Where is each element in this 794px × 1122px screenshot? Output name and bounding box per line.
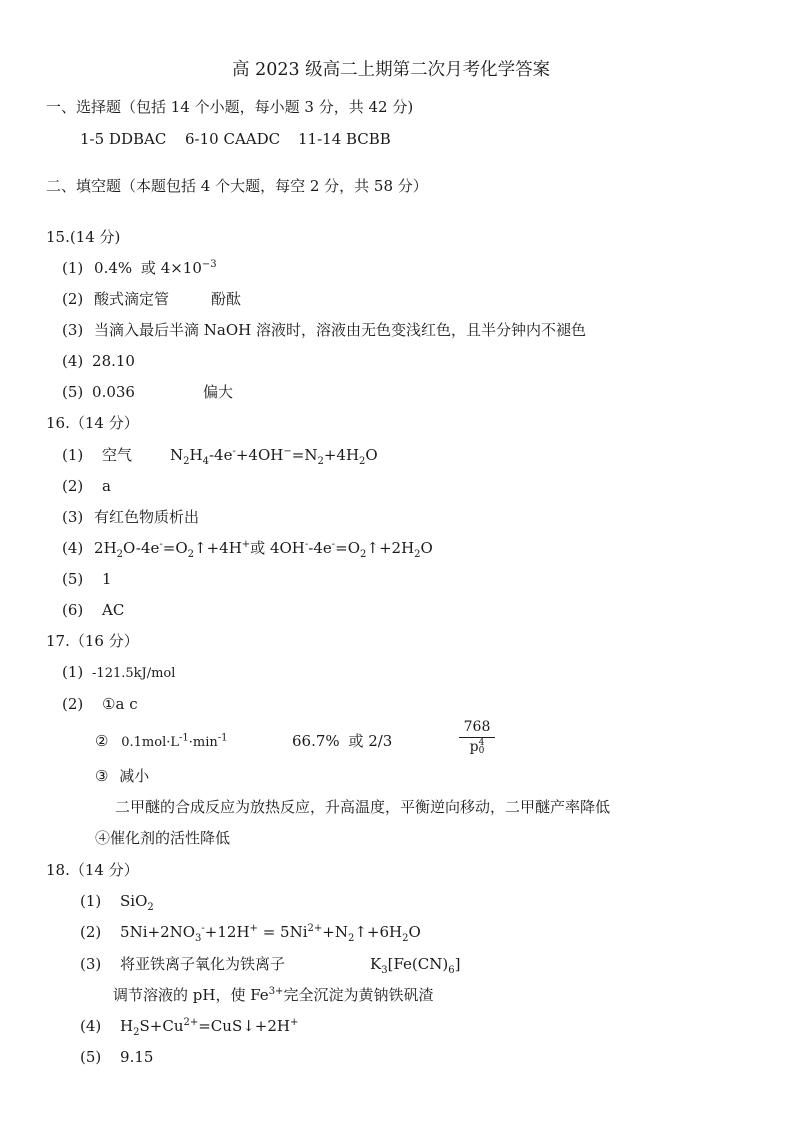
answer-value: 28.10: [92, 352, 135, 370]
part-label: (3): [80, 955, 102, 973]
kp-fraction: [459, 719, 495, 755]
q18-part5: [80, 1047, 153, 1067]
part-label: (1): [62, 259, 84, 277]
answer-value: 1: [102, 570, 112, 588]
q16-heading: 16.（14 分）: [46, 414, 139, 432]
part-label: (2): [62, 477, 84, 495]
sub-label: ①: [102, 695, 116, 713]
answer-value: a: [102, 477, 111, 495]
part-label: (4): [62, 539, 84, 557]
q17-reason: 二甲醚的合成反应为放热反应，升高温度，平衡逆向移动，二甲醚产率降低: [115, 798, 611, 816]
q18-part3-purpose: 调节溶液的 pH，使 $Fe^{3+}$完全沉淀为黄钠铁矾渣: [113, 986, 434, 1004]
q16-part3: [62, 507, 199, 527]
answer-alt: 或 2/3: [348, 732, 393, 750]
part-label: (5): [62, 570, 84, 588]
part-label: (2): [80, 923, 102, 941]
part-label: (1): [80, 892, 102, 910]
page-title: 高 2023 级高二上期第二次月考化学答案: [232, 60, 551, 80]
q15-part2-indicator: 酚酞: [211, 290, 242, 308]
answer-value: 66.7%: [292, 732, 340, 750]
q17-part1: [62, 662, 175, 684]
fraction-denominator: p 4 0: [469, 738, 485, 756]
answer-value: 有红色物质析出: [94, 508, 200, 526]
part-label: (6): [62, 601, 84, 619]
answer-6-10: 6-10 CAADC: [185, 130, 281, 148]
answer-value: SiO$_2$: [120, 892, 154, 913]
q15-part3: [62, 320, 586, 340]
sub-label: ③: [95, 767, 109, 785]
answer-value: 0.036: [92, 383, 135, 401]
answer-value: 空气: [102, 446, 133, 464]
q17-part2-sub4: ④催化剂的活性降低: [95, 829, 231, 847]
sub-label: ②: [95, 732, 109, 750]
part-label: (2): [62, 695, 84, 713]
answer-value: AC: [102, 601, 125, 619]
fraction-numerator: 768: [463, 719, 491, 735]
answer-value: 0.4%: [94, 259, 133, 277]
q16-part1-equation: $N_2H_4-4e^-+4OH^-=N_2+4H_2O$: [170, 446, 378, 467]
q17-part2-sub3: [95, 766, 149, 786]
part-label: (1): [62, 446, 84, 464]
part-label: (1): [62, 663, 84, 681]
exponent: −3: [201, 259, 217, 270]
q18-part4: [80, 1016, 298, 1036]
part-label: (3): [62, 508, 84, 526]
q16-part1: [62, 445, 132, 465]
q15-part4: [62, 351, 135, 371]
answer-equation: $H_2S+Cu^{2+}=CuS↓+2H^+$: [120, 1017, 299, 1038]
answer-value: 酸式滴定管: [94, 290, 170, 308]
answer-1-5: 1-5 DDBAC: [80, 130, 167, 148]
q18-part3-reagent: $K_3[Fe(CN)_6]$: [370, 955, 461, 976]
part-label: (4): [80, 1017, 102, 1035]
q15-part1: [62, 258, 217, 278]
q17-part2: [62, 694, 138, 714]
part-label: (5): [80, 1048, 102, 1066]
answer-alt: 或 4×10: [140, 259, 202, 277]
fraction-bar: [459, 737, 495, 738]
answer-value: 减小: [119, 767, 150, 785]
part-label: (5): [62, 383, 84, 401]
q18-part3: [80, 954, 285, 974]
answer-value: 当滴入最后半滴 NaOH 溶液时，溶液由无色变浅红色，且半分钟内不褪色: [94, 321, 587, 339]
section-2-header: 二、填空题（本题包括 4 个大题，每空 2 分，共 58 分）: [46, 177, 428, 195]
answer-value: a c: [115, 695, 138, 713]
q16-part6: [62, 600, 124, 620]
q15-heading: 15.(14 分): [46, 228, 121, 246]
q17-conversion: [292, 731, 392, 751]
section-1-header: 一、选择题（包括 14 个小题，每小题 3 分，共 42 分): [46, 98, 414, 116]
answer-value: -121.5kJ/mol: [92, 666, 176, 681]
part-label: (2): [62, 290, 84, 308]
q16-part2: [62, 476, 111, 496]
q18-part1: [80, 891, 154, 911]
q15-part5: [62, 382, 135, 402]
q15-part5-error: 偏大: [203, 383, 234, 401]
answer-equation: $2H_2O-4e^-=O_2↑+4H^+$或 $4OH^--4e^-=O_2↑+2H_2O$: [94, 539, 433, 560]
answer-value: 将亚铁离子氧化为铁离子: [120, 955, 286, 973]
q17-part2-sub2: [95, 731, 228, 753]
q18-heading: 18.（14 分）: [46, 861, 139, 879]
answer-equation: $5Ni+2NO_3^-+12H^+$ = $5Ni^{2+}+N_2↑+6H_2O$: [120, 923, 421, 944]
answer-value: 9.15: [120, 1048, 154, 1066]
part-label: (4): [62, 352, 84, 370]
q17-heading: 17.（16 分）: [46, 632, 139, 650]
answer-11-14: 11-14 BCBB: [298, 130, 391, 148]
q16-part4: [62, 538, 433, 558]
q16-part5: [62, 569, 112, 589]
q18-part2: [80, 922, 421, 942]
part-label: (3): [62, 321, 84, 339]
q15-part2: [62, 289, 169, 309]
rate-value: $0.1mol\cdot L^{-1}\cdot\min^{-1}$: [121, 732, 228, 750]
